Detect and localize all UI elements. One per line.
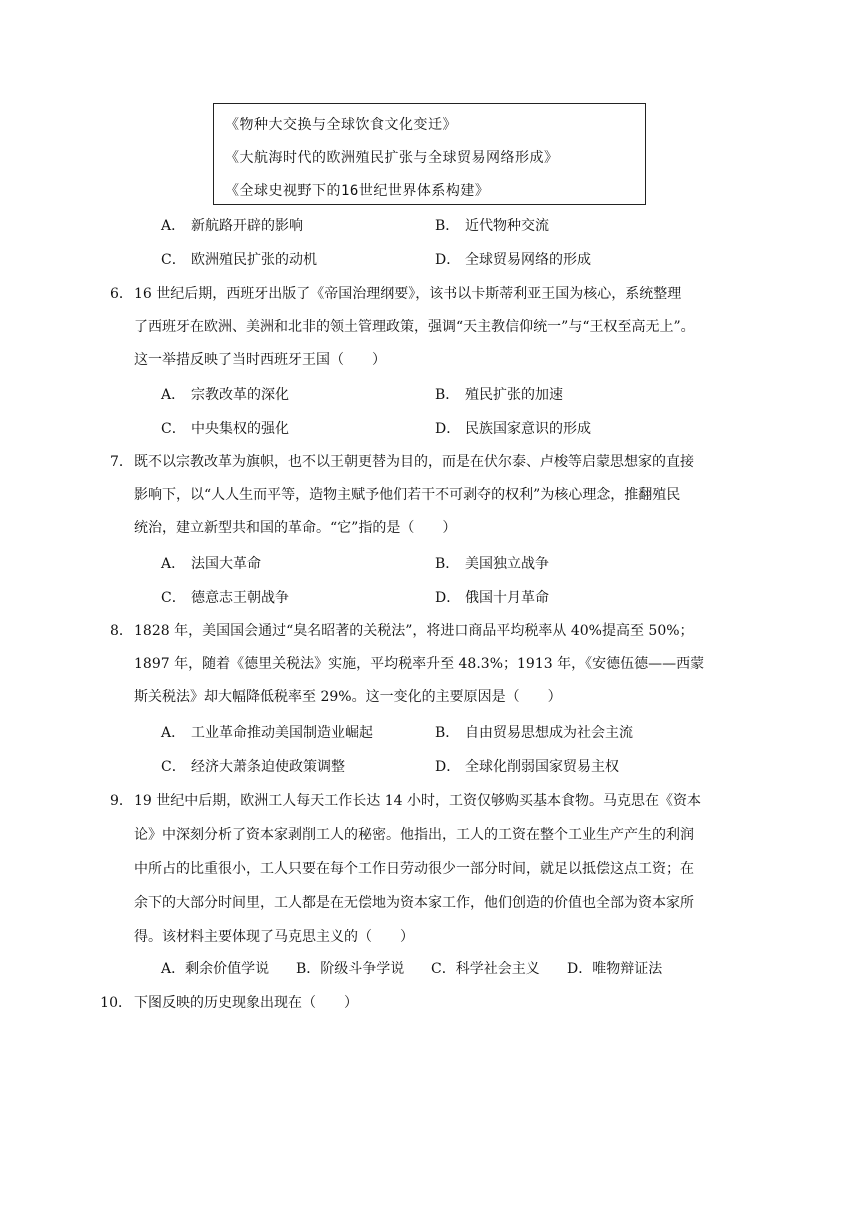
option-letter: A． [161,556,186,572]
q8-option-c [161,756,345,776]
question-text-line: 19 世纪中后期，欧洲工人每天工作长达 14 小时，工资仅够购买基本食物。马克思在《资本 [134,793,701,809]
option-text: 中央集权的强化 [191,421,289,437]
option-text: 科学社会主义 [455,961,540,977]
question-text-line: 了西班牙在欧洲、美洲和北非的领土管理政策，强调“天主教信仰统一”与“王权至高无上”。 [134,319,695,335]
q9-option-b [296,958,404,978]
option-letter: C． [161,590,186,606]
question-text-line: 得。该材料主要体现了马克思主义的（ ） [134,929,414,945]
question-text-line: 中所占的比重很小，工人只要在每个工作日劳动很少一部分时间，就足以抵偿这点工资；在 [134,861,694,877]
option-text: 宗教改革的深化 [191,387,289,403]
q8-option-d [435,756,619,776]
q8-option-a [161,722,373,742]
option-text: 唯物辩证法 [592,961,663,977]
question-text-line: 这一举措反映了当时西班牙王国（ ） [134,352,386,368]
question-text-line: 论》中深刻分析了资本家剥削工人的秘密。他指出，工人的工资在整个工业生产产生的利润 [134,827,694,843]
option-text: 民族国家意识的形成 [465,421,591,437]
option-letter: D． [435,252,461,268]
option-text: 欧洲殖民扩张的动机 [191,252,317,268]
question-number: 7． [110,454,133,470]
option-text: 新航路开辟的影响 [191,218,303,234]
q7-option-c [161,587,289,607]
option-letter: C． [161,252,186,268]
question-text-line: 1897 年，随着《德里关税法》实施，平均税率升至 48.3%；1913 年，《安德伍德——西蒙 [134,656,705,672]
option-text: 全球化削弱国家贸易主权 [465,759,619,775]
question-text-line: 统治，建立新型共和国的革命。“它”指的是（ ） [134,520,457,536]
option-letter: B． [435,218,460,234]
q9-option-c [431,958,540,978]
option-letter: D． [567,961,593,977]
option-letter: B． [435,725,460,741]
question-number: 9． [110,793,133,809]
option-text: 剩余价值学说 [185,961,270,977]
option-letter: A． [161,725,186,741]
q7-option-b [435,553,549,573]
q6-option-b [435,384,563,404]
q8-option-b [435,722,633,742]
option-letter: A． [161,387,186,403]
question-text-line: 斯关税法》却大幅降低税率至 29%。这一变化的主要原因是（ ） [134,689,562,705]
option-letter: A． [161,218,186,234]
q7-option-a [161,553,261,573]
option-text: 德意志王朝战争 [191,590,289,606]
question-text-line: 余下的大部分时间里，工人都是在无偿地为资本家工作，他们创造的价值也全部为资本家所 [134,895,694,911]
q5-option-c [161,249,317,269]
book-title-box [213,103,646,205]
question-text-line: 下图反映的历史现象出现在（ ） [134,995,358,1011]
option-letter: D． [435,759,461,775]
option-letter: A． [161,961,186,977]
option-text: 殖民扩张的加速 [465,387,563,403]
question-text-line: 影响下，以“人人生而平等，造物主赋予他们若干不可剥夺的权利”为核心理念，推翻殖民 [134,487,681,503]
option-text: 近代物种交流 [465,218,549,234]
option-letter: D． [435,421,461,437]
option-letter: B． [435,387,460,403]
q6-option-a [161,384,289,404]
option-letter: D． [435,590,461,606]
q7-option-d [435,587,549,607]
option-text: 工业革命推动美国制造业崛起 [191,725,373,741]
question-number: 6． [110,286,133,302]
question-text-line: 1828 年，美国国会通过“臭名昭著的关税法”，将进口商品平均税率从 40%提高至 50%； [134,623,694,639]
q5-option-d [435,249,591,269]
option-text: 经济大萧条迫使政策调整 [191,759,345,775]
option-letter: C． [161,759,186,775]
option-text: 阶级斗争学说 [320,961,405,977]
option-text: 全球贸易网络的形成 [465,252,591,268]
option-letter: C． [161,421,186,437]
book-title-2: 《大航海时代的欧洲殖民扩张与全球贸易网络形成》 [225,150,559,166]
option-letter: C． [431,961,456,977]
question-text-line: 既不以宗教改革为旗帜，也不以王朝更替为目的，而是在伏尔泰、卢梭等启蒙思想家的直接 [134,454,694,470]
q5-option-b [435,215,549,235]
q5-option-a [161,215,303,235]
question-text-line: 16 世纪后期，西班牙出版了《帝国治理纲要》，该书以卡斯蒂利亚王国为核心，系统整理 [134,286,682,302]
option-letter: B． [435,556,460,572]
option-text: 法国大革命 [191,556,261,572]
q9-option-a [161,958,269,978]
option-letter: B． [296,961,321,977]
q6-option-d [435,418,591,438]
book-title-1: 《物种大交换与全球饮食文化变迁》 [225,117,457,133]
q9-option-d [567,958,662,978]
q6-option-c [161,418,289,438]
question-number: 10． [100,995,132,1011]
question-number: 8． [110,623,133,639]
option-text: 自由贸易思想成为社会主流 [465,725,633,741]
book-title-3: 《全球史视野下的16世纪世界体系构建》 [225,183,490,199]
option-text: 俄国十月革命 [465,590,549,606]
option-text: 美国独立战争 [465,556,549,572]
